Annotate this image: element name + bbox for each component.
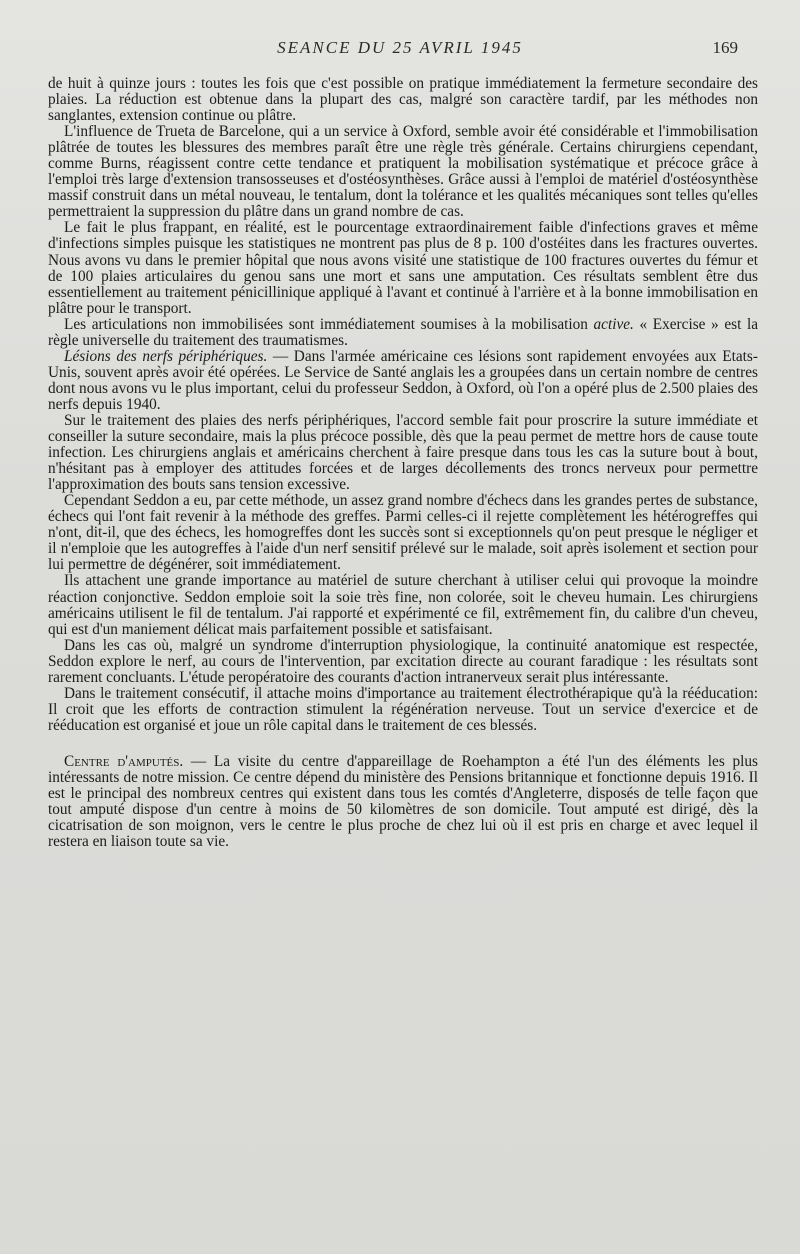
paragraph-text: Cependant Seddon a eu, par cette méthode, un assez grand nombre d'échecs dans les grandes pertes de substance, échecs qui l'ont fait revenir à la méthode des greffes. Parmi celles-ci il rejette complètement les hétérogreffes qui n'ont, dit-il, que des échecs, les homogreffes dont les succès sont si exceptionnels qu'on peut presque le négliger et il n'emploie que les autogreffes à l'aide d'un nerf sensitif prélevé sur le malade, soit après isolement et section pour lui permettre de dégénérer, soit immédiatement. xyxy=(48,492,758,574)
section-heading-nerves: Lésions des nerfs périphériques. xyxy=(64,347,268,365)
paragraph-6 xyxy=(48,413,758,493)
paragraph-5 xyxy=(48,349,758,413)
paragraph-1 xyxy=(48,76,758,124)
paragraph-11 xyxy=(48,754,758,850)
paragraph-9 xyxy=(48,638,758,686)
paragraph-text: Sur le traitement des plaies des nerfs périphériques, l'accord semble fait pour proscrire la suture immédiate et conseiller la suture secondaire, mais la plus précoce possible, dès que la peau permet de mettre hors de cause toute infection. Les chirurgiens anglais et américains cherchent à faire presque dans tous les cas la suture bout à bout, n'hésitant pas à employer des attitudes forcées et de larges décollements des troncs nerveux pour permettre l'approximation des bouts sans tension excessive. xyxy=(48,411,758,494)
paragraph-text: Dans les cas où, malgré un syndrome d'interruption physiologique, la continuité anatomique est respectée, Seddon explore le nerf, au cours de l'intervention, par excitation directe au courant faradique : les résultats sont rarement concluants. L'étude peropératoire des courants d'action intranerveux serait plus intéressante. xyxy=(48,636,758,686)
section-heading-amputees: Centre d'amputés. xyxy=(64,752,184,770)
paragraph-text: Les articulations non immobilisées sont immédiatement soumises à la mobilisation xyxy=(64,315,594,333)
paragraph-text: Dans le traitement consécutif, il attache moins d'importance au traitement électrothérapique qu'à la rééducation: Il croit que les efforts de contraction stimulent la régénération nerveuse. Tout un service d'exercice et de rééducation est organisé et joue un rôle capital dans le traitement de ces blessés. xyxy=(48,684,758,734)
paragraph-text: — La visite du centre d'appareillage de Roehampton a été l'un des éléments les plus intéressants de notre mission. Ce centre dépend du ministère des Pensions britannique et fonctionne depuis 1916. Il est le principal des nombreux centres qui existent dans tous les comtés d'Angleterre, disposés de telle façon que tout amputé dispose d'un centre à moins de 50 kilomètres de son domicile. Tout amputé est dirigé, dès la cicatrisation de son moignon, vers le centre le plus proche de chez lui où il est pris en charge et avec lequel il restera en liaison toute sa vie. xyxy=(48,752,758,851)
paragraph-7 xyxy=(48,493,758,573)
document-body xyxy=(48,76,758,850)
paragraph-text: de huit à quinze jours : toutes les fois que c'est possible on pratique immédiatement la fermeture secondaire des plaies. La réduction est obtenue dans la plupart des cas, malgré son caractère tardif, par les méthodes non sanglantes, extension continue ou plâtre. xyxy=(48,75,758,125)
paragraph-text: Le fait le plus frappant, en réalité, est le pourcentage extraordinairement faible d'infections graves et même d'infections simples puisque les statistiques ne montrent pas plus de 8 p. 100 d'ostéites dans les fractures ouvertes. Nous avons vu dans le premier hôpital que nous avons visité une statistique de 100 fractures ouvertes du fémur et de 100 plaies articulaires du genou sans une mort et sans une amputation. Ces résultats semblent être dus essentiellement au traitement pénicillinique appliqué à l'avant et continué à l'arrière et à la bonne immobilisation en plâtre pour le transport. xyxy=(48,219,758,317)
paragraph-3 xyxy=(48,220,758,316)
page-number: 169 xyxy=(712,38,738,57)
paragraph-italic: active. xyxy=(593,315,634,333)
paragraph-text: — Dans l'armée américaine ces lésions sont rapidement envoyées aux Etats-Unis, souvent après avoir été opérées. Le Service de Santé anglais les a groupées dans un certain nombre de centres dont nous avons vu le plus important, celui du professeur Seddon, à Oxford, où l'on a opéré plus de 2.500 plaies des nerfs depuis 1940. xyxy=(48,347,758,413)
paragraph-10 xyxy=(48,686,758,734)
paragraph-2 xyxy=(48,124,758,220)
paragraph-8 xyxy=(48,573,758,637)
paragraph-text-tail: « Exercise » est la règle universelle du traitement des traumatismes. xyxy=(48,315,758,349)
running-head: SEANCE DU 25 AVRIL 1945 xyxy=(277,38,523,57)
paragraph-text: L'influence de Trueta de Barcelone, qui a un service à Oxford, semble avoir été considérable et l'immobilisation plâtrée de toutes les blessures des membres paraît être une règle très générale. Certains chirurgiens cependant, comme Burns, réagissent contre cette tendance et pratiquent la mobilisation systématique et précoce grâce à l'emploi très large d'extension transosseuses et d'ostéosynthèses. Grâce aussi à l'emploi de matériel d'ostéosynthèse massif construit dans un métal nouveau, le tentalum, dont la tolérance et les qualités mécaniques sont telles qu'elles permettraient la suppression du plâtre dans un grand nombre de cas. xyxy=(48,123,758,221)
paragraph-text: Ils attachent une grande importance au matériel de suture cherchant à utiliser celui qui provoque la moindre réaction conjonctive. Seddon emploie soit la soie très fine, non colorée, soit le cheveu humain. Les chirurgiens américains utilisent le fil de tentalum. J'ai rapporté et expérimenté ce fil, extrêmement fin, du calibre d'un cheveu, qui est d'un maniement délicat mais parfaitement possible et satisfaisant. xyxy=(48,572,758,638)
paragraph-4 xyxy=(48,317,758,349)
page-header xyxy=(48,38,752,64)
